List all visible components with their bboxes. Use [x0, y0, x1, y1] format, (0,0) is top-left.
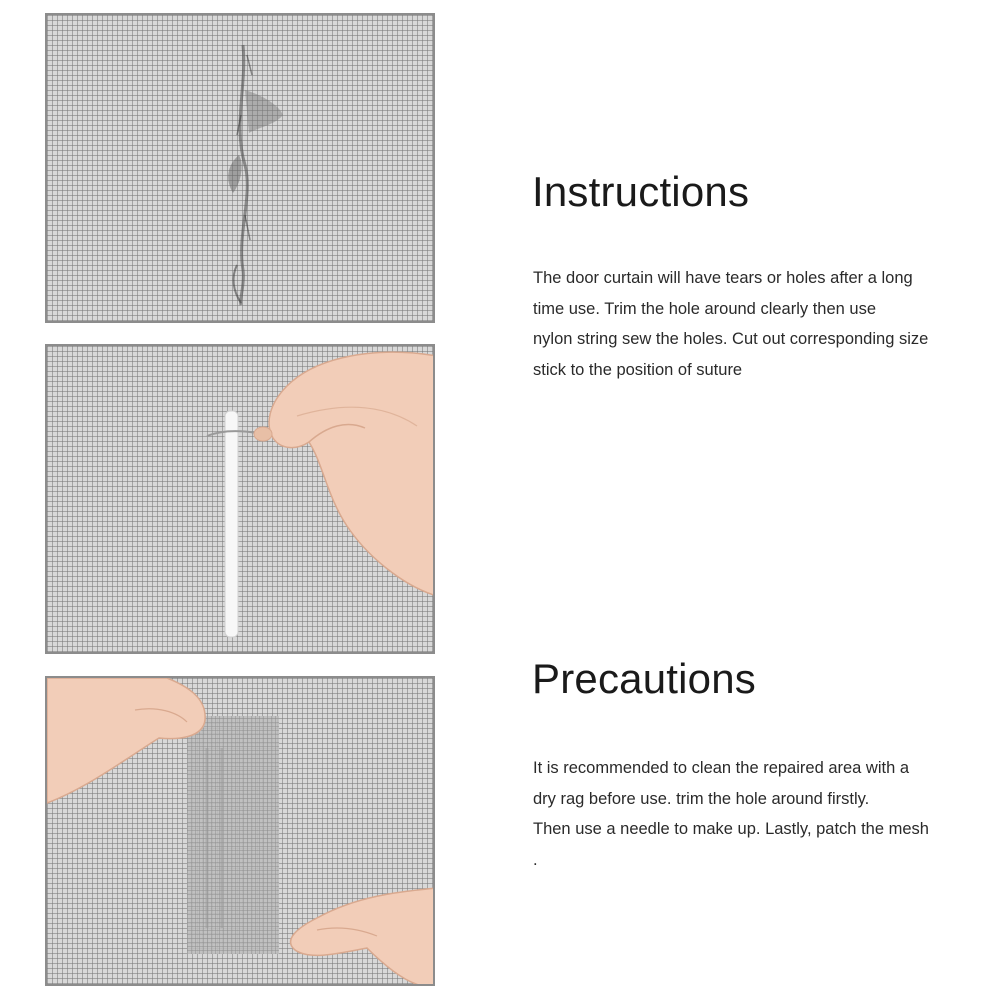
precautions-heading: Precautions: [532, 655, 756, 702]
torn-mesh-image: [45, 13, 435, 323]
instructions-body: [533, 263, 973, 385]
torn-mesh-illustration: [47, 15, 435, 323]
precautions-line: It is recommended to clean the repaired area with a: [533, 759, 910, 777]
precautions-body: [533, 753, 973, 875]
instructions-line: The door curtain will have tears or holes after a long: [533, 269, 913, 287]
precautions-line: .: [533, 850, 538, 869]
instructions-line: time use. Trim the hole around clearly then use: [533, 299, 877, 318]
sewing-mesh-image: [45, 344, 435, 654]
instructions-line: nylon string sew the holes. Cut out corresponding size: [533, 330, 929, 348]
precautions-line: Then use a needle to make up. Lastly, patch the mesh: [533, 820, 929, 838]
patch-mesh-image: [45, 676, 435, 986]
precautions-line: dry rag before use. trim the hole around firstly.: [533, 789, 870, 808]
instructions-heading: Instructions: [532, 168, 750, 215]
instructions-line: stick to the position of suture: [533, 360, 743, 379]
sewing-hand-illustration: [47, 346, 435, 654]
patch-hands-illustration: [47, 678, 435, 986]
